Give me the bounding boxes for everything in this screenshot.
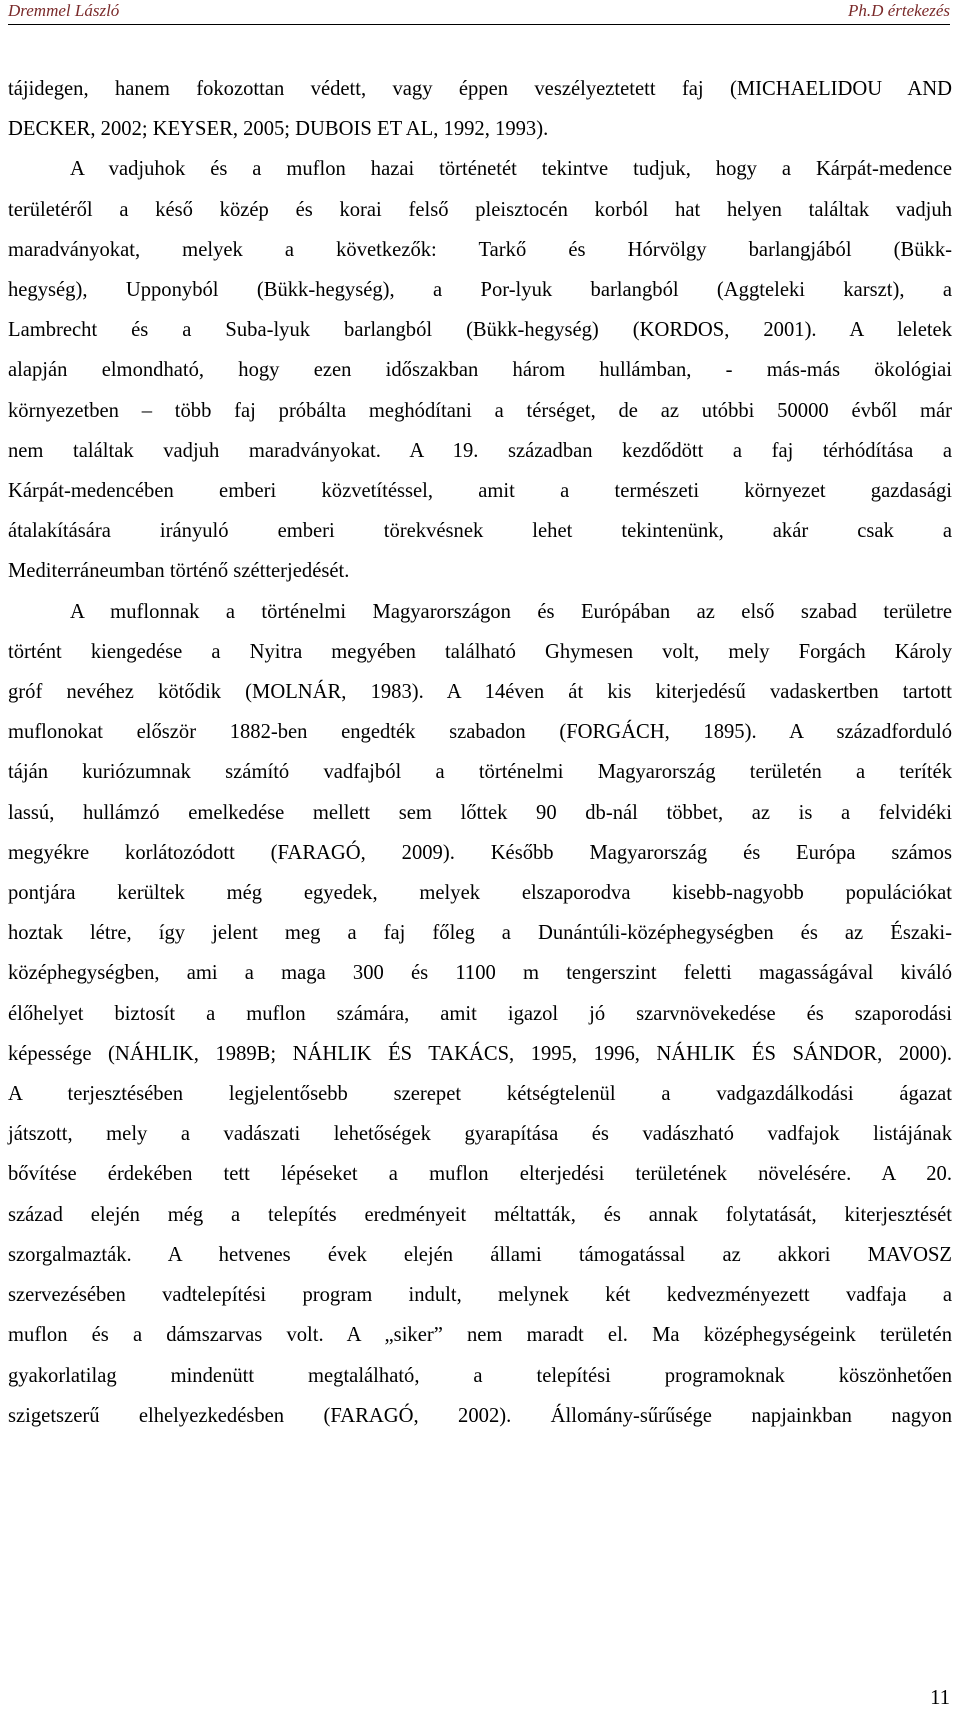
text-line: lassú, hullámzó emelkedése mellett sem lőttek 90 db-nál többet, az is a felvidéki: [8, 801, 952, 824]
text-line: szervezésében vadtelepítési program indult, melynek két kedvezményezett vadfaja a: [8, 1284, 952, 1307]
page-number: 11: [930, 1687, 950, 1709]
text-line: Lambrecht és a Suba-lyuk barlangból (Bükk-hegység) (KORDOS, 2001). A leletek: [8, 319, 952, 342]
text-line: A muflonnak a történelmi Magyarországon és Európában az első szabad területre: [70, 600, 952, 623]
text-line: maradványokat, melyek a következők: Tarkő és Hórvölgy barlangjából (Bükk-: [8, 238, 952, 261]
text-line: élőhelyet biztosít a muflon számára, amit igazol jó szarvnövekedése és szaporodási: [8, 1002, 952, 1025]
text-line: területéről a késő közép és korai felső pleisztocén korból hat helyen találtak vadjuh: [8, 198, 952, 221]
text-line: gyakorlatilag mindenütt megtalálható, a telepítési programoknak köszönhetően: [8, 1364, 952, 1387]
page-header: [8, 0, 950, 25]
body-text: [8, 69, 952, 1436]
header-author: Dremmel László: [8, 1, 120, 20]
paragraph-1: [8, 69, 952, 149]
text-line: Mediterráneumban történő szétterjedését.: [8, 560, 350, 583]
text-line: A terjesztésében legjelentősebb szerepet kétségtelenül a vadgazdálkodási ágazat: [8, 1083, 952, 1106]
text-line: század elején még a telepítés eredményeit méltatták, és annak folytatását, kiterjesztését: [8, 1203, 952, 1226]
text-line: bővítése érdekében tett lépéseket a muflon elterjedési területének növelésére. A 20.: [8, 1163, 952, 1186]
text-line: hegység), Upponyból (Bükk-hegység), a Por-lyuk barlangból (Aggteleki karszt), a: [8, 279, 952, 302]
text-line: DECKER, 2002; KEYSER, 2005; DUBOIS ET AL, 1992, 1993).: [8, 118, 549, 141]
text-line: hoztak létre, így jelent meg a faj főleg a Dunántúli-középhegységben és az Északi-: [8, 922, 952, 945]
text-line: átalakítására irányuló emberi törekvésnek lehet tekintenünk, akár csak a: [8, 520, 952, 543]
text-line: pontjára kerültek még egyedek, melyek elszaporodva kisebb-nagyobb populációkat: [8, 882, 952, 905]
header-doc-type: Ph.D értekezés: [848, 1, 950, 20]
text-line: muflon és a dámszarvas volt. A „siker” nem maradt el. Ma középhegységeink területén: [8, 1324, 952, 1347]
text-line: szorgalmazták. A hetvenes évek elején állami támogatással az akkori MAVOSZ: [8, 1243, 952, 1266]
text-line: nem találtak vadjuh maradványokat. A 19. században kezdődött a faj térhódítása a: [8, 439, 952, 462]
text-line: megyékre korlátozódott (FARAGÓ, 2009). Később Magyarország és Európa számos: [8, 841, 952, 864]
text-line: történt kiengedése a Nyitra megyében található Ghymesen volt, mely Forgách Károly: [8, 640, 952, 663]
text-line: tájidegen, hanem fokozottan védett, vagy éppen veszélyeztetett faj (MICHAELIDOU AND: [8, 78, 952, 100]
text-line: középhegységben, ami a maga 300 és 1100 m tengerszint feletti magasságával kiváló: [8, 962, 952, 985]
text-line: gróf nevéhez kötődik (MOLNÁR, 1983). A 14éven át kis kiterjedésű vadaskertben tartott: [8, 681, 952, 704]
text-line: játszott, mely a vadászati lehetőségek gyarapítása és vadászható vadfajok listájának: [8, 1123, 952, 1146]
text-line: muflonokat először 1882-ben engedték szabadon (FORGÁCH, 1895). A századforduló: [8, 721, 952, 744]
text-line: Kárpát-medencében emberi közvetítéssel, amit a természeti környezet gazdasági: [8, 480, 952, 503]
text-line: szigetszerű elhelyezkedésben (FARAGÓ, 2002). Állomány-sűrűsége napjainkban nagyon: [8, 1404, 952, 1427]
text-line: képessége (NÁHLIK, 1989B; NÁHLIK ÉS TAKÁCS, 1995, 1996, NÁHLIK ÉS SÁNDOR, 2000).: [8, 1042, 952, 1065]
paragraph-3: [8, 592, 952, 1436]
paragraph-2: [8, 149, 952, 591]
text-line: környezetben – több faj próbálta meghódítani a térséget, de az utóbbi 50000 évből már: [8, 399, 952, 422]
text-line: alapján elmondható, hogy ezen időszakban három hullámban, - más-más ökológiai: [8, 359, 952, 382]
text-line: A vadjuhok és a muflon hazai történetét tekintve tudjuk, hogy a Kárpát-medence: [70, 158, 952, 181]
text-line: táján kuriózumnak számító vadfajból a történelmi Magyarország területén a teríték: [8, 761, 952, 784]
